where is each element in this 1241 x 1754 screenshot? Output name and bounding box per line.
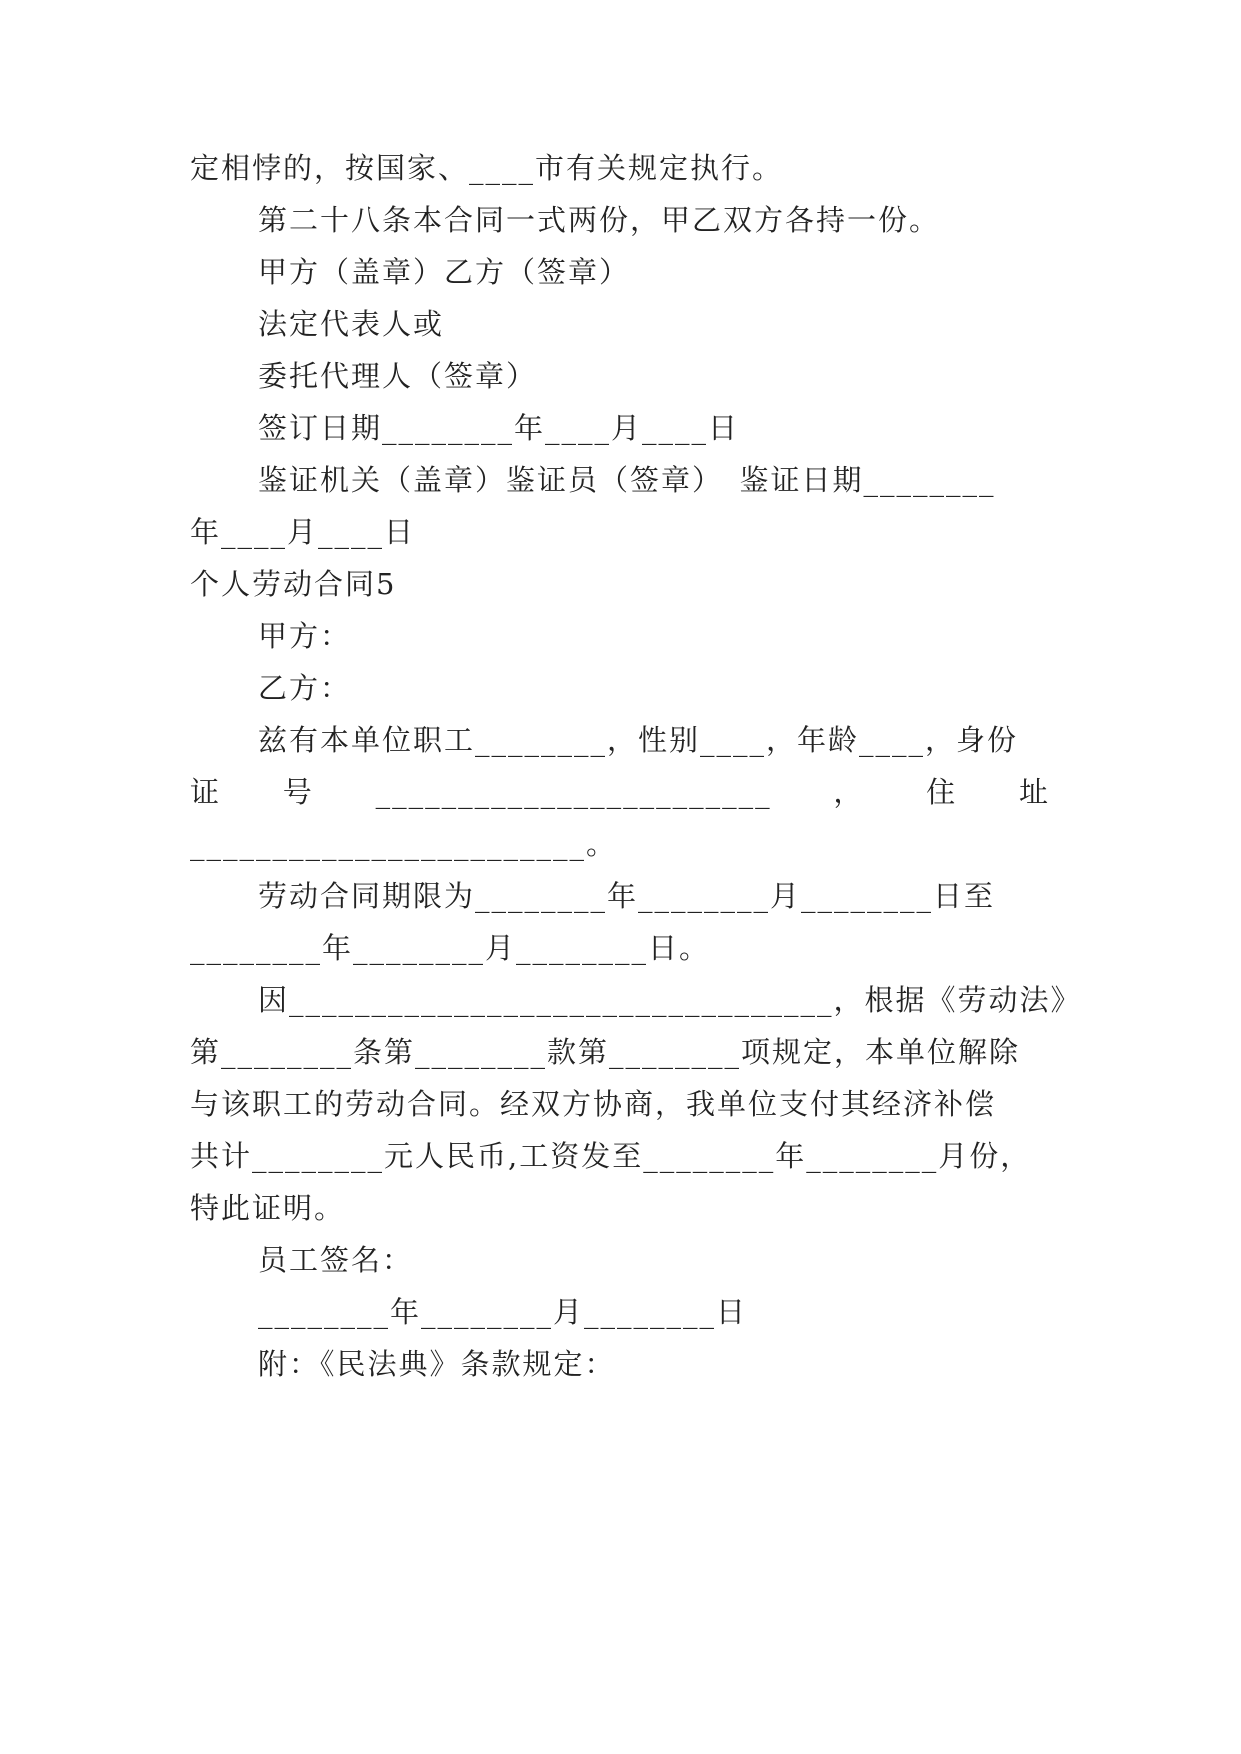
address-blank-line: ________________________。 xyxy=(190,827,618,861)
text-line-1: 定相悖的，按国家、____市有关规定执行。 xyxy=(190,151,784,185)
section-title: 个人劳动合同5 xyxy=(190,567,397,601)
legal-rep-line: 法定代表人或 xyxy=(258,307,445,341)
clause-28: 第二十八条本合同一式两份，甲乙双方各持一份。 xyxy=(258,203,941,237)
party-a-line: 甲方： xyxy=(258,619,352,653)
verification-date-line: 年____月____日 xyxy=(190,515,416,549)
id-address-line xyxy=(190,772,1050,812)
party-b-line: 乙方： xyxy=(258,671,352,705)
employee-signature-line: 员工签名： xyxy=(258,1243,414,1277)
party-seal-line: 甲方（盖章）乙方（签章） xyxy=(258,255,631,289)
termination-reason-line: 因_________________________________，根据《劳动法》 xyxy=(258,983,1082,1017)
agent-sign-line: 委托代理人（签章） xyxy=(258,359,538,393)
signature-date-line: ________年________月________日 xyxy=(258,1295,748,1329)
compensation-line: 与该职工的劳动合同。经双方协商，我单位支付其经济补偿 xyxy=(190,1087,997,1121)
termination-clause-line: 第________条第________款第________项规定，本单位解除 xyxy=(190,1035,1021,1069)
certification-line: 特此证明。 xyxy=(190,1191,346,1225)
id-label-char-1: 证 xyxy=(190,775,222,809)
verification-line: 鉴证机关（盖章）鉴证员（签章） 鉴证日期________ xyxy=(258,463,996,497)
appendix-line: 附：《民法典》条款规定： xyxy=(258,1347,616,1381)
address-label-char-2: 址 xyxy=(1018,775,1050,809)
compensation-amount-line: 共计________元人民币,工资发至________年________月份， xyxy=(190,1139,1032,1173)
address-label-char-1: 住 xyxy=(926,775,958,809)
id-number-blank: ________________________ xyxy=(375,775,772,809)
contract-term-end-line: ________年________月________日。 xyxy=(190,931,711,965)
sign-date-line: 签订日期________年____月____日 xyxy=(258,411,740,445)
id-label-char-2: 号 xyxy=(282,775,314,809)
employee-info-line: 兹有本单位职工________，性别____，年龄____，身份 xyxy=(258,723,1019,757)
contract-term-line: 劳动合同期限为________年________月________日至 xyxy=(258,879,996,913)
id-comma: ， xyxy=(833,775,865,809)
